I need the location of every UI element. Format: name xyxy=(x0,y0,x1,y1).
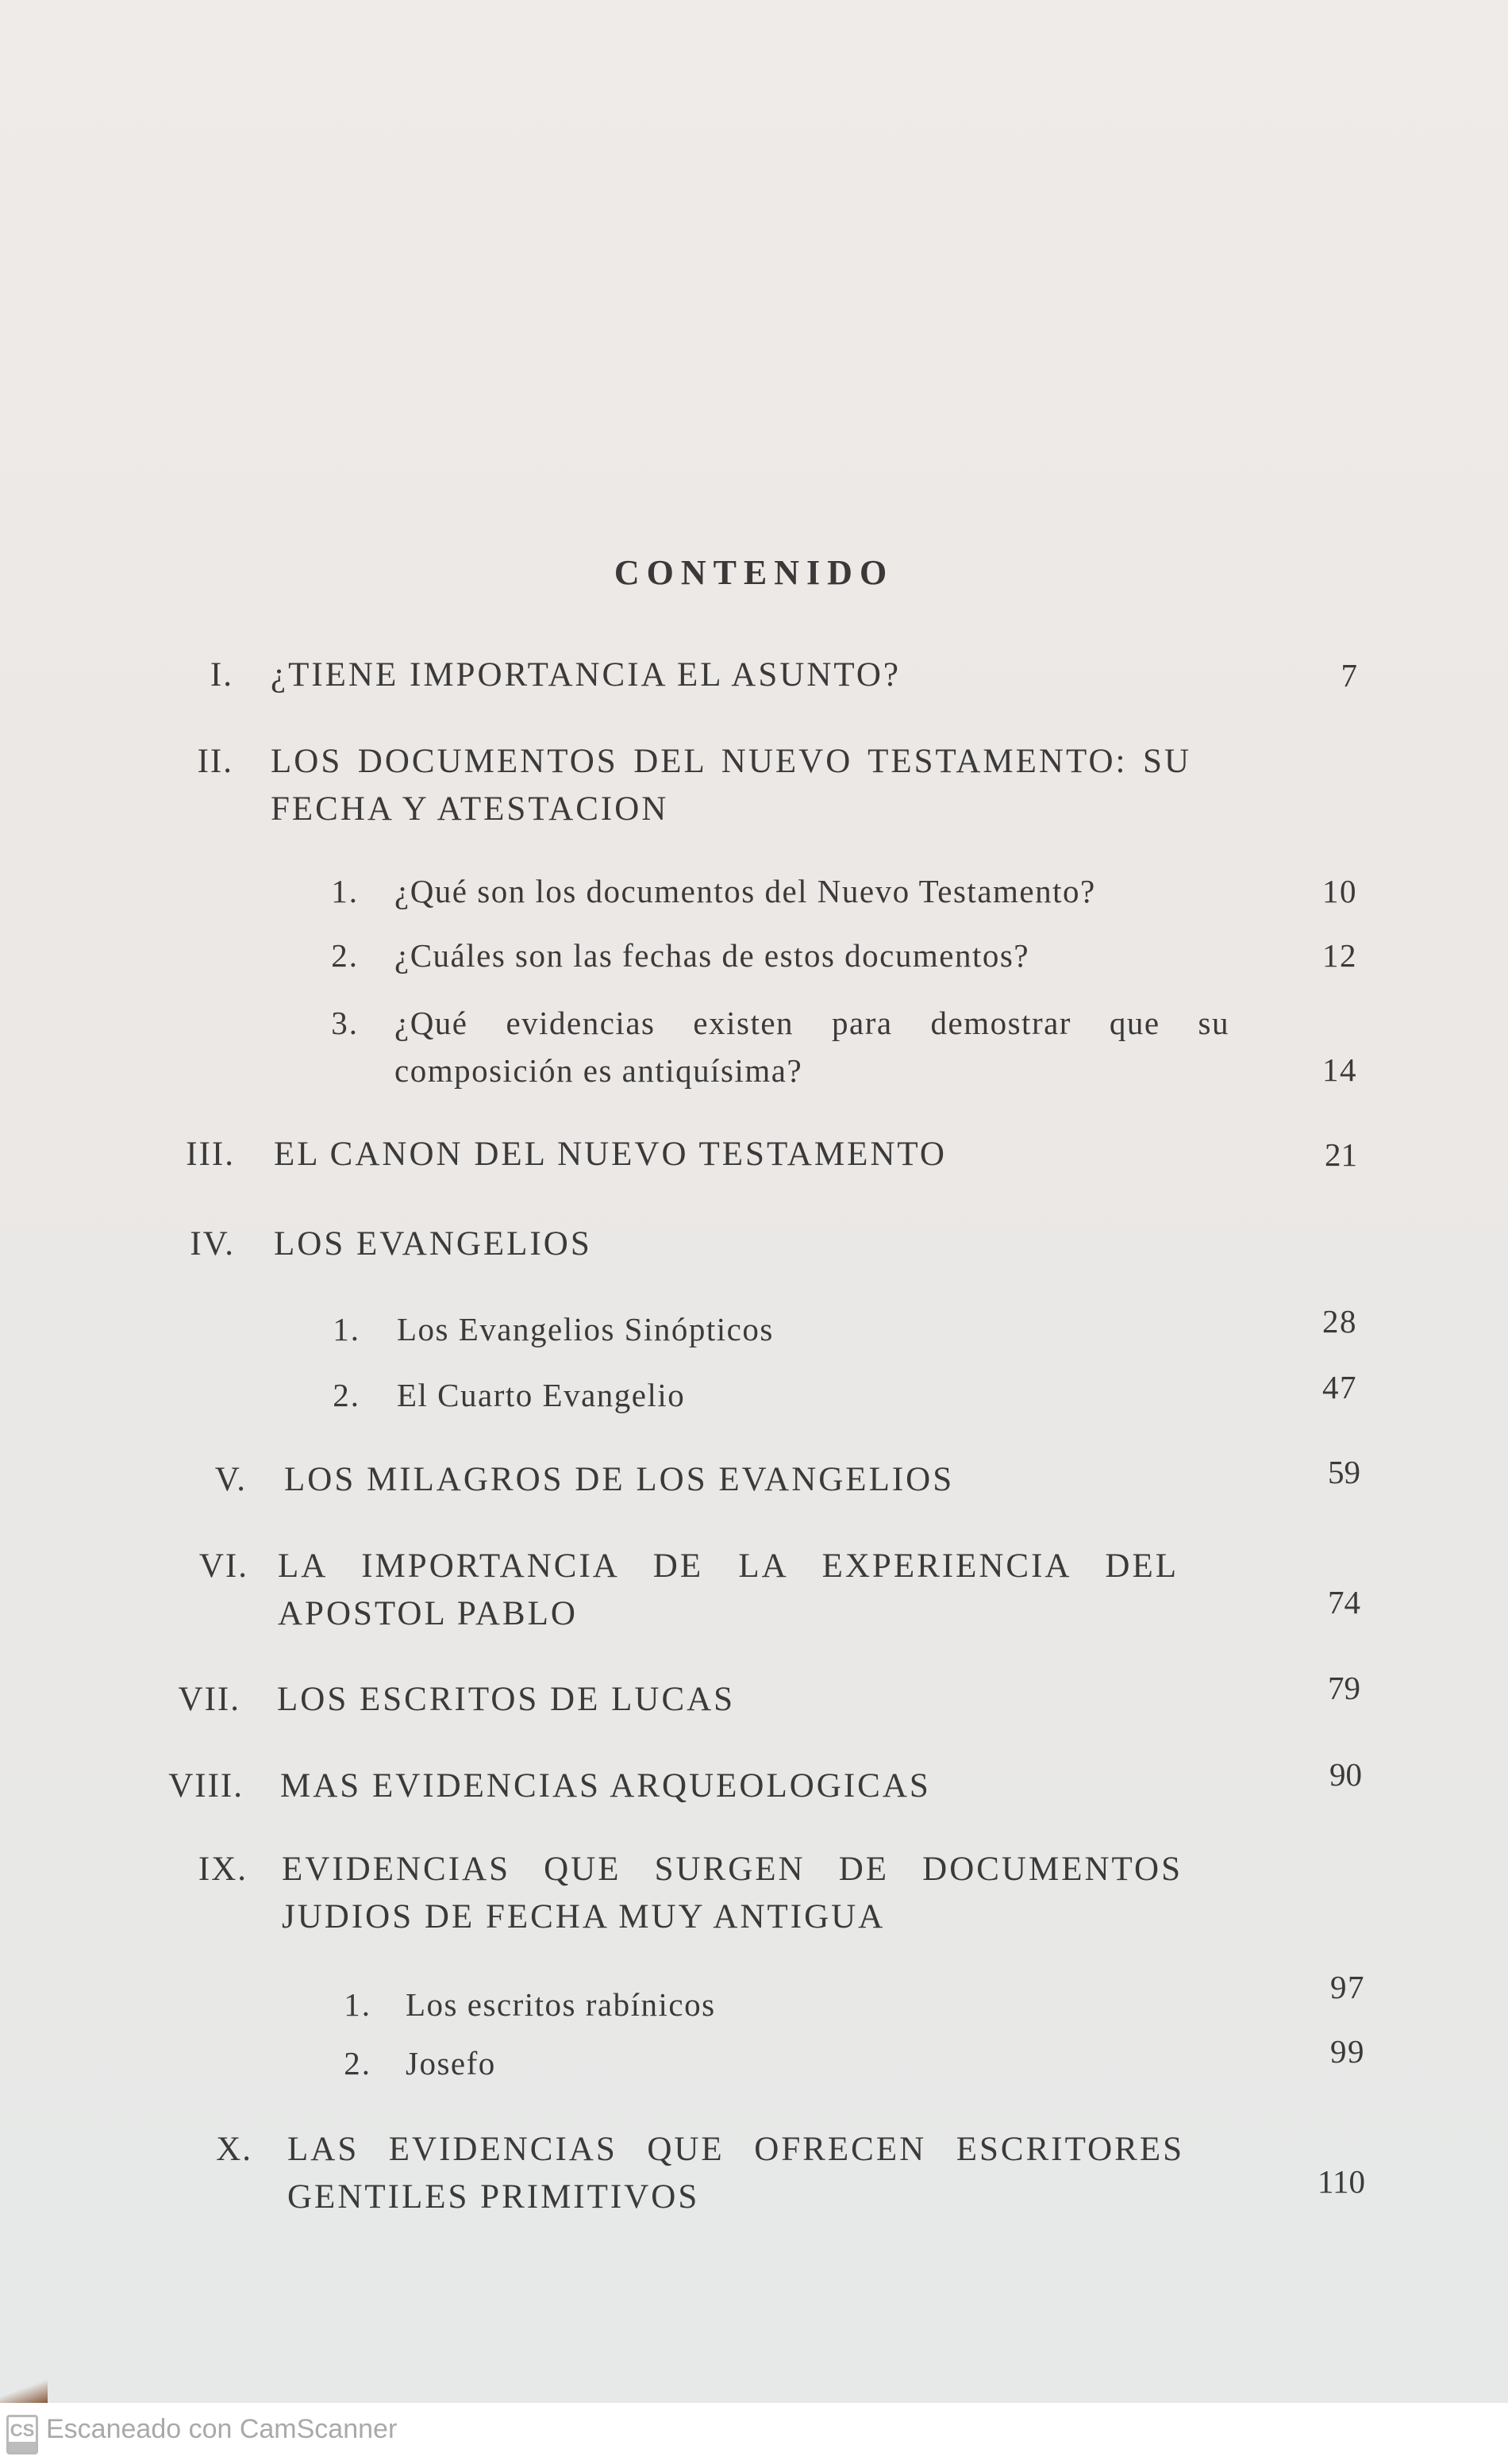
entry-page: 79 xyxy=(1328,1670,1360,1706)
entry-title: MAS EVIDENCIAS ARQUEOLOGICAS xyxy=(280,1767,931,1805)
entry-title: LOS ESCRITOS DE LUCAS xyxy=(277,1681,736,1718)
entry-title: ¿TIENE IMPORTANCIA EL ASUNTO? xyxy=(271,656,902,694)
entry-number: V. xyxy=(214,1461,247,1498)
entry-title: LAS EVIDENCIAS QUE OFRECEN ESCRITORES GENTILES PRIMITIVOS xyxy=(287,2131,1184,2216)
entry-number: X. xyxy=(216,2131,252,2168)
subentry-number: 3. xyxy=(331,1005,359,1041)
entry-number: IX. xyxy=(198,1851,248,1888)
subentry-page: 14 xyxy=(1322,1051,1357,1088)
entry-number: I. xyxy=(210,656,233,694)
entry-number: III. xyxy=(186,1136,235,1173)
entry-title: EVIDENCIAS QUE SURGEN DE DOCUMENTOS JUDIOS DE FECHA MUY ANTIGUA xyxy=(282,1851,1183,1935)
subentry-title: Los escritos rabínicos xyxy=(406,1986,716,2023)
entry-number: VII. xyxy=(178,1681,240,1718)
subentry-number: 2. xyxy=(331,937,359,974)
subentry-title: ¿Cuáles son las fechas de estos documentos? xyxy=(394,937,1030,974)
camscanner-logo-icon: CS xyxy=(6,2415,38,2454)
subentry-page: 47 xyxy=(1322,1369,1357,1405)
entry-title: LA IMPORTANCIA DE LA EXPERIENCIA DEL APOSTOL PABLO xyxy=(278,1547,1179,1632)
entry-number: VI. xyxy=(198,1547,248,1585)
entry-title: LOS MILAGROS DE LOS EVANGELIOS xyxy=(284,1461,955,1498)
subentry-title: Josefo xyxy=(406,2045,496,2082)
page-title: CONTENIDO xyxy=(614,553,894,592)
entry-page: 21 xyxy=(1325,1136,1357,1173)
entry-page: 90 xyxy=(1329,1756,1362,1793)
subentry-page: 28 xyxy=(1322,1303,1357,1340)
entry-page: 59 xyxy=(1328,1454,1360,1490)
subentry-title: ¿Qué son los documentos del Nuevo Testamento? xyxy=(394,873,1096,909)
entry-page: 7 xyxy=(1341,657,1357,694)
subentry-title: Los Evangelios Sinópticos xyxy=(397,1311,774,1347)
subentry-page: 10 xyxy=(1322,873,1357,909)
subentry-number: 2. xyxy=(344,2045,371,2082)
entry-page: 110 xyxy=(1318,2163,1365,2200)
subentry-page: 97 xyxy=(1330,1969,1365,2005)
entry-page: 74 xyxy=(1328,1584,1360,1620)
camscanner-watermark: Escaneado con CamScanner xyxy=(46,2414,398,2444)
entry-title: LOS EVANGELIOS xyxy=(274,1225,592,1263)
subentry-page: 99 xyxy=(1330,2033,1365,2070)
entry-number: IV. xyxy=(190,1225,235,1263)
subentry-number: 1. xyxy=(333,1311,360,1347)
subentry-page: 12 xyxy=(1322,937,1357,974)
entry-number: VIII. xyxy=(168,1767,244,1805)
subentry-title: ¿Qué evidencias existen para demostrar que su composición es antiquísima? xyxy=(394,1005,1229,1089)
subentry-number: 1. xyxy=(331,873,359,909)
entry-title: LOS DOCUMENTOS DEL NUEVO TESTAMENTO: SU FECHA Y ATESTACION xyxy=(271,743,1191,828)
entry-title: EL CANON DEL NUEVO TESTAMENTO xyxy=(274,1136,947,1173)
subentry-number: 1. xyxy=(344,1986,371,2023)
page-corner-shadow xyxy=(0,2373,48,2403)
entry-number: II. xyxy=(197,743,233,780)
subentry-number: 2. xyxy=(333,1377,360,1413)
subentry-title: El Cuarto Evangelio xyxy=(397,1377,686,1413)
